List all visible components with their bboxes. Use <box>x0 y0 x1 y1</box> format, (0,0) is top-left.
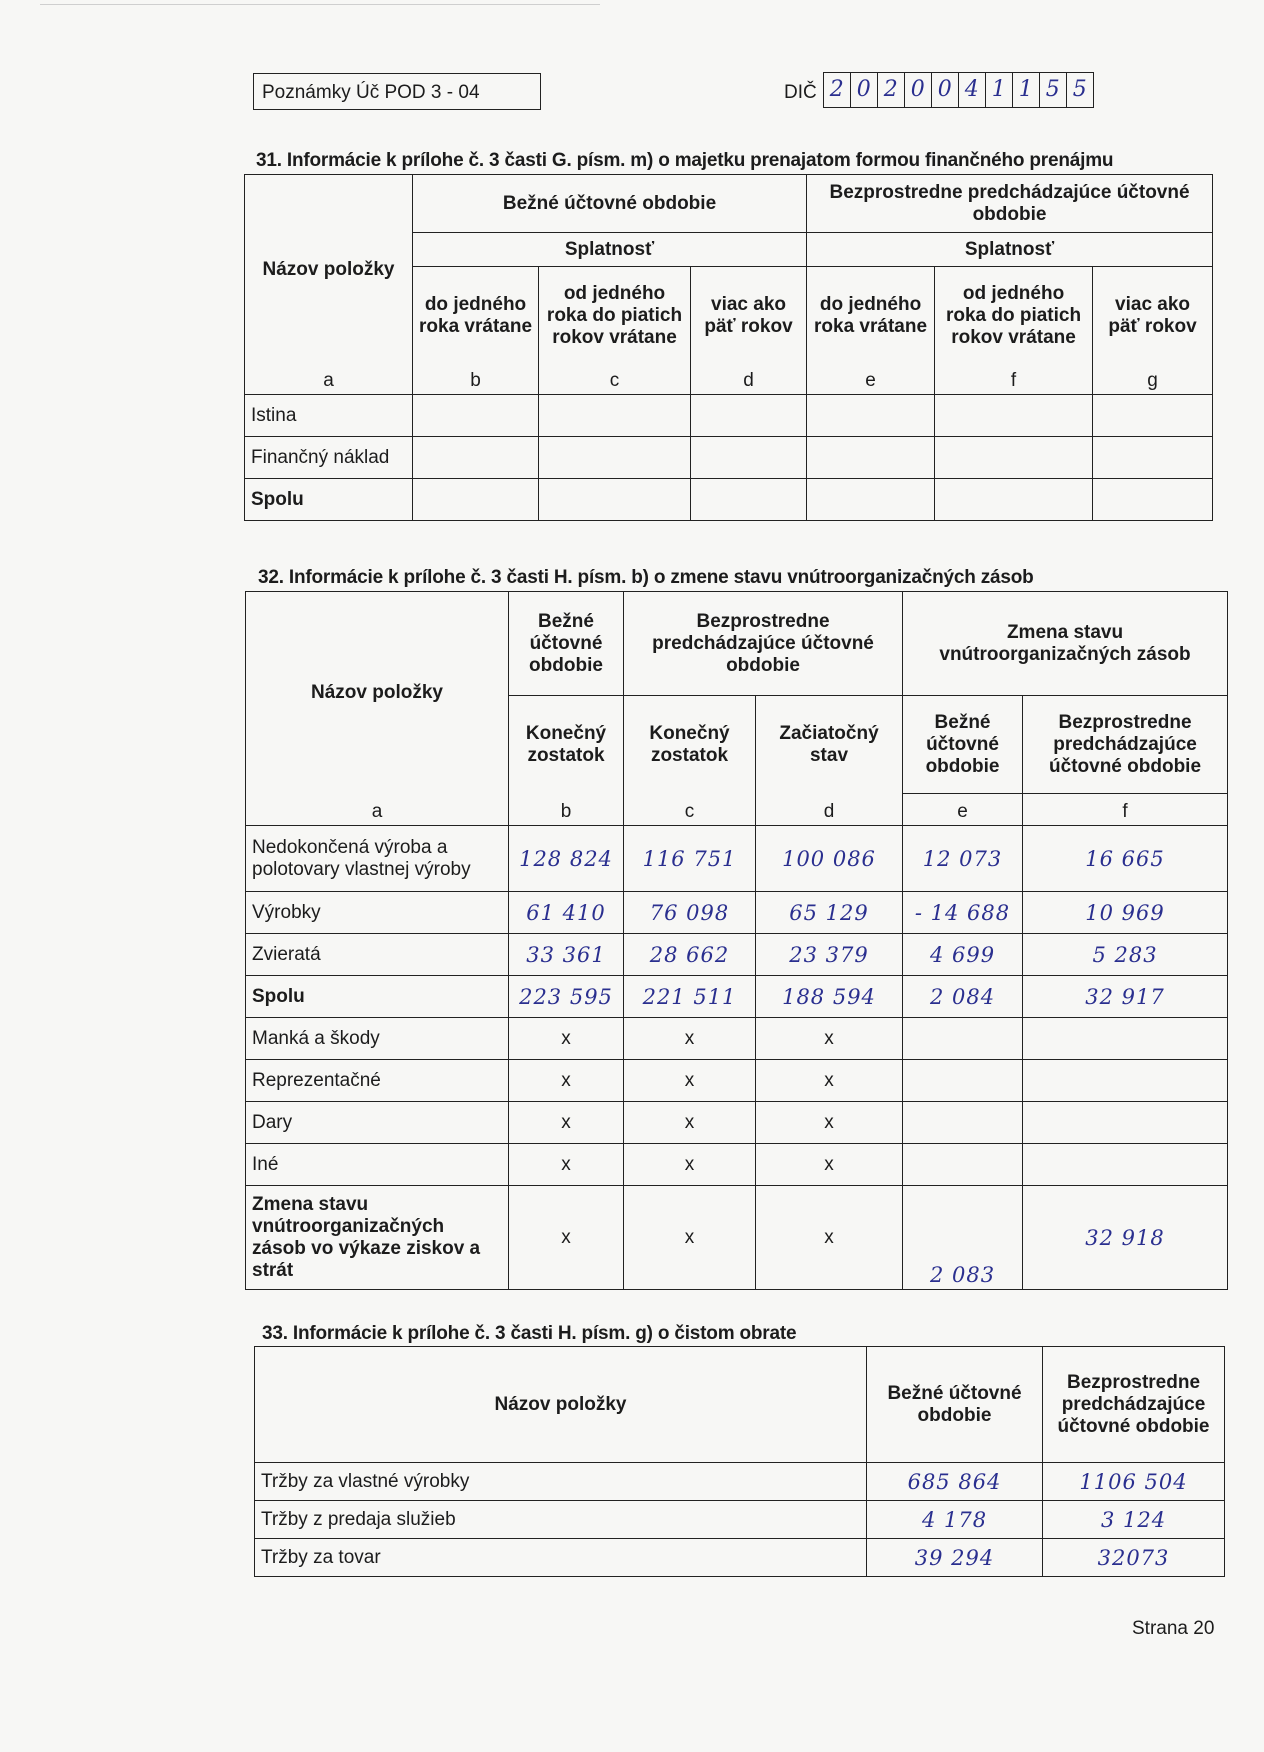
s32-value-c: x <box>624 1186 756 1290</box>
s31-letter-f: f <box>935 365 1093 395</box>
s32-value-f <box>1023 1102 1228 1144</box>
table-row <box>246 892 1228 934</box>
s32-value-e: 2 083 <box>903 1186 1023 1290</box>
s32-value-f <box>1023 1144 1228 1186</box>
dic-digit: 1 <box>985 73 1012 107</box>
s32-value-e <box>903 1060 1023 1102</box>
dic-digit: 0 <box>850 73 877 107</box>
s32-value-e: 2 084 <box>903 976 1023 1018</box>
s32-value-b: 33 361 <box>509 934 624 976</box>
s32-value-e: - 14 688 <box>903 892 1023 934</box>
s32-value-f: 32 917 <box>1023 976 1228 1018</box>
s31-row-label: Istina <box>245 395 413 437</box>
s31-maturity-current: Splatnosť <box>413 233 807 267</box>
s32-value-f: 32 918 <box>1023 1186 1228 1290</box>
s32-value-d: 100 086 <box>756 826 903 892</box>
table-row <box>246 976 1228 1018</box>
dic-digit: 1 <box>1012 73 1039 107</box>
section-31-table <box>244 174 1213 521</box>
s31-row-label: Spolu <box>245 479 413 521</box>
s32-row-label: Reprezentačné <box>246 1060 509 1102</box>
s32-value-e <box>903 1144 1023 1186</box>
s32-letter-a: a <box>246 794 509 826</box>
s32-value-d: 65 129 <box>756 892 903 934</box>
s32-value-d: 188 594 <box>756 976 903 1018</box>
page-number: Strana 20 <box>1132 1618 1215 1639</box>
s32-value-d: x <box>756 1018 903 1060</box>
s33-value-current: 39 294 <box>867 1539 1043 1577</box>
s32-value-b: 61 410 <box>509 892 624 934</box>
s32-value-e <box>903 1102 1023 1144</box>
s32-row-label: Nedokončená výroba a polotovary vlastnej výroby <box>246 826 509 892</box>
dic-digit: 4 <box>958 73 985 107</box>
s32-value-d: x <box>756 1060 903 1102</box>
s32-value-f: 5 283 <box>1023 934 1228 976</box>
s31-col-d-header: viac ako päť rokov <box>691 267 807 365</box>
s33-value-current: 685 864 <box>867 1463 1043 1501</box>
s31-letter-a: a <box>245 365 413 395</box>
s32-value-c: x <box>624 1102 756 1144</box>
s31-current-period-header: Bežné účtovné obdobie <box>413 175 807 233</box>
s32-value-c: x <box>624 1060 756 1102</box>
table-row <box>246 1144 1228 1186</box>
dic-digit: 5 <box>1066 73 1093 107</box>
s31-col-b-header: do jedného roka vrátane <box>413 267 539 365</box>
table-row <box>245 395 1213 437</box>
s31-col-f-header: od jedného roka do piatich rokov vrátane <box>935 267 1093 365</box>
table-row <box>255 1539 1225 1577</box>
s32-value-e: 4 699 <box>903 934 1023 976</box>
s31-maturity-previous: Splatnosť <box>807 233 1213 267</box>
s32-change-header: Zmena stavu vnútroorganizačných zásob <box>903 592 1228 696</box>
scan-edge-line <box>40 4 600 5</box>
s32-name-header: Názov položky <box>246 592 509 794</box>
table-row <box>246 1186 1228 1290</box>
dic-digit: 2 <box>877 73 904 107</box>
s32-current-period-header: Bežné účtovné obdobie <box>509 592 624 696</box>
s32-value-c: 221 511 <box>624 976 756 1018</box>
s32-col-d-header: Začiatočný stav <box>756 696 903 794</box>
table-row <box>255 1463 1225 1501</box>
s32-row-label: Zmena stavu vnútroorganizačných zásob vo výkaze ziskov a strát <box>246 1186 509 1290</box>
s32-letter-f: f <box>1023 794 1228 826</box>
s31-letter-e: e <box>807 365 935 395</box>
table-row <box>245 479 1213 521</box>
s32-col-c-header: Konečný zostatok <box>624 696 756 794</box>
s32-row-label: Výrobky <box>246 892 509 934</box>
s32-value-f: 10 969 <box>1023 892 1228 934</box>
s32-value-b: x <box>509 1102 624 1144</box>
s32-value-b: x <box>509 1018 624 1060</box>
section-33-title: 33. Informácie k prílohe č. 3 časti H. písm. g) o čistom obrate <box>262 1323 797 1344</box>
s32-value-c: x <box>624 1144 756 1186</box>
s32-letter-e: e <box>903 794 1023 826</box>
s32-row-label: Iné <box>246 1144 509 1186</box>
table-row <box>246 1018 1228 1060</box>
s32-value-c: 116 751 <box>624 826 756 892</box>
s32-value-c: x <box>624 1018 756 1060</box>
s32-row-label: Dary <box>246 1102 509 1144</box>
section-31-title: 31. Informácie k prílohe č. 3 časti G. písm. m) o majetku prenajatom formou finančného prenájmu <box>256 150 1114 171</box>
s32-col-f-header: Bezprostredne predchádzajúce účtovné obdobie <box>1023 696 1228 794</box>
dic-digit-boxes <box>823 72 1094 108</box>
s32-value-b: x <box>509 1186 624 1290</box>
table-row <box>246 934 1228 976</box>
s32-value-c: 28 662 <box>624 934 756 976</box>
table-row <box>245 437 1213 479</box>
table-row <box>246 826 1228 892</box>
s33-value-previous: 1106 504 <box>1043 1463 1225 1501</box>
dic-field <box>784 70 1094 108</box>
s32-value-d: x <box>756 1102 903 1144</box>
s31-col-c-header: od jedného roka do piatich rokov vrátane <box>539 267 691 365</box>
s32-value-b: 128 824 <box>509 826 624 892</box>
s32-letter-d: d <box>756 794 903 826</box>
s31-row-label: Finančný náklad <box>245 437 413 479</box>
s31-letter-d: d <box>691 365 807 395</box>
table-row <box>246 1060 1228 1102</box>
s32-value-f <box>1023 1018 1228 1060</box>
s31-letter-b: b <box>413 365 539 395</box>
s31-letter-g: g <box>1093 365 1213 395</box>
s33-value-current: 4 178 <box>867 1501 1043 1539</box>
s32-col-e-header: Bežné účtovné obdobie <box>903 696 1023 794</box>
s31-name-header: Názov položky <box>245 175 413 365</box>
s33-row-label: Tržby za tovar <box>255 1539 867 1577</box>
s33-row-label: Tržby za vlastné výrobky <box>255 1463 867 1501</box>
s32-row-label: Manká a škody <box>246 1018 509 1060</box>
s33-row-label: Tržby z predaja služieb <box>255 1501 867 1539</box>
s33-current-period-header: Bežné účtovné obdobie <box>867 1347 1043 1463</box>
s31-col-g-header: viac ako päť rokov <box>1093 267 1213 365</box>
dic-digit: 0 <box>931 73 958 107</box>
s32-value-e <box>903 1018 1023 1060</box>
s32-value-e: 12 073 <box>903 826 1023 892</box>
s32-row-label: Zvieratá <box>246 934 509 976</box>
s32-row-label: Spolu <box>246 976 509 1018</box>
s32-value-d: 23 379 <box>756 934 903 976</box>
s32-value-b: x <box>509 1060 624 1102</box>
section-32-title: 32. Informácie k prílohe č. 3 časti H. písm. b) o zmene stavu vnútroorganizačných zásob <box>258 567 1034 588</box>
s32-value-d: x <box>756 1186 903 1290</box>
s31-letter-c: c <box>539 365 691 395</box>
table-row <box>246 1102 1228 1144</box>
s32-letter-c: c <box>624 794 756 826</box>
s33-previous-period-header: Bezprostredne predchádzajúce účtovné obdobie <box>1043 1347 1225 1463</box>
s33-value-previous: 3 124 <box>1043 1501 1225 1539</box>
dic-label: DIČ <box>784 82 817 103</box>
s32-value-f: 16 665 <box>1023 826 1228 892</box>
s31-previous-period-header: Bezprostredne predchádzajúce účtovné obdobie <box>807 175 1213 233</box>
s31-col-e-header: do jedného roka vrátane <box>807 267 935 365</box>
s33-name-header: Názov položky <box>255 1347 867 1463</box>
table-row <box>255 1501 1225 1539</box>
dic-digit: 5 <box>1039 73 1066 107</box>
dic-digit: 0 <box>904 73 931 107</box>
s32-value-f <box>1023 1060 1228 1102</box>
s32-value-d: x <box>756 1144 903 1186</box>
s32-value-b: x <box>509 1144 624 1186</box>
s32-value-c: 76 098 <box>624 892 756 934</box>
s32-col-b-header: Konečný zostatok <box>509 696 624 794</box>
s32-previous-period-header: Bezprostredne predchádzajúce účtovné obdobie <box>624 592 903 696</box>
section-33-table <box>254 1346 1225 1577</box>
section-32-table <box>245 591 1228 1290</box>
document-header-title: Poznámky Úč POD 3 - 04 <box>253 73 541 110</box>
dic-digit: 2 <box>829 77 844 102</box>
s32-letter-b: b <box>509 794 624 826</box>
s33-value-previous: 32073 <box>1043 1539 1225 1577</box>
s32-value-b: 223 595 <box>509 976 624 1018</box>
